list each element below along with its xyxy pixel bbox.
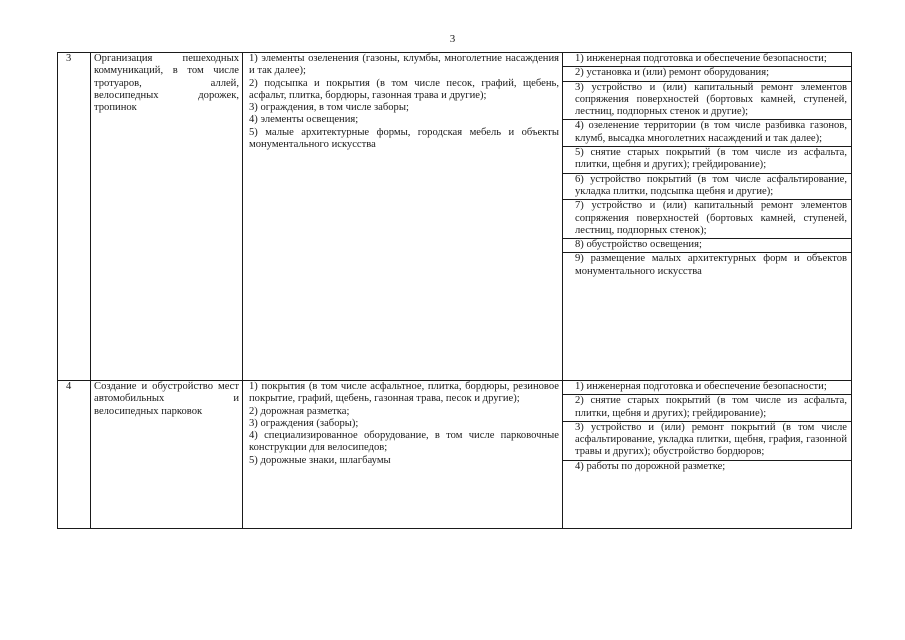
row-number: 4: [58, 381, 91, 529]
work-item: 2) снятие старых покрытий (в том числе из асфальта, плитки, щебня и других); грейдирование);: [563, 395, 851, 422]
page-number: 3: [449, 33, 456, 45]
works-cell: [563, 53, 852, 381]
row-number: 3: [58, 53, 91, 381]
work-item: 2) установка и (или) ремонт оборудования;: [563, 67, 851, 81]
element-item: 5) дорожные знаки, шлагбаумы: [249, 454, 391, 466]
table-row: [58, 53, 852, 381]
element-item: 1) покрытия (в том числе асфальтное, плитка, бордюры, резиновое покрытие, графий, щебень, газонная трава, песок и другие);: [249, 381, 559, 405]
work-item: 7) устройство и (или) капитальный ремонт элементов сопряжения поверхностей (бортовых камней, ступеней, лестниц, подпорных стенок);: [563, 200, 851, 239]
elements-cell: [243, 381, 563, 529]
row-name: Организация пешеходных коммуникаций, в том числе тротуаров, аллей, велосипедных дорожек, тропинок: [94, 53, 239, 114]
work-item: 3) устройство и (или) ремонт покрытий (в том числе асфальтирование, укладка плитки, щебня, графия, газонной травы и других); обустройство бордюров;: [563, 422, 851, 461]
table-row: [58, 381, 852, 529]
element-item: 2) подсыпка и покрытия (в том числе песок, графий, щебень, асфальт, плитка, бордюры, газонная трава и другие);: [249, 77, 559, 101]
work-item: 3) устройство и (или) капитальный ремонт элементов сопряжения поверхностей (бортовых камней, ступеней, лестниц, подпорных стенок и другие);: [563, 82, 851, 121]
work-item: 4) озеленение территории (в том числе разбивка газонов, клумб, высадка многолетних насаждений и так далее);: [563, 120, 851, 147]
element-item: 5) малые архитектурные формы, городская мебель и объекты монументального искусства: [249, 126, 559, 151]
element-item: 3) ограждения (заборы);: [249, 417, 359, 429]
work-item: 5) снятие старых покрытий (в том числе из асфальта, плитки, щебня и других); грейдирование);: [563, 147, 851, 174]
work-item: 8) обустройство освещения;: [563, 239, 851, 253]
work-item: 4) работы по дорожной разметке;: [575, 460, 726, 472]
row-name: Создание и обустройство мест автомобильных и велосипедных парковок: [94, 381, 239, 417]
element-item: 4) элементы освещения;: [249, 114, 359, 126]
elements-cell: [243, 53, 563, 381]
element-item: 2) дорожная разметка;: [249, 405, 350, 417]
element-item: 3) ограждения, в том числе заборы;: [249, 102, 409, 114]
work-item: 1) инженерная подготовка и обеспечение безопасности;: [563, 53, 851, 67]
work-item: 6) устройство покрытий (в том числе асфальтирование, укладка плитки, подсыпка щебня и другие);: [563, 174, 851, 201]
element-item: 4) специализированное оборудование, в том числе парковочные конструкции для велосипедов;: [249, 430, 559, 454]
row-name-cell: [91, 381, 243, 529]
improvement-table: [57, 52, 852, 529]
works-cell: [563, 381, 852, 529]
row-name-cell: [91, 53, 243, 381]
work-item: 1) инженерная подготовка и обеспечение безопасности;: [563, 381, 851, 395]
element-item: 1) элементы озеленения (газоны, клумбы, многолетние насаждения и так далее);: [249, 53, 559, 77]
work-item: 9) размещение малых архитектурных форм и объектов монументального искусства: [575, 253, 847, 277]
